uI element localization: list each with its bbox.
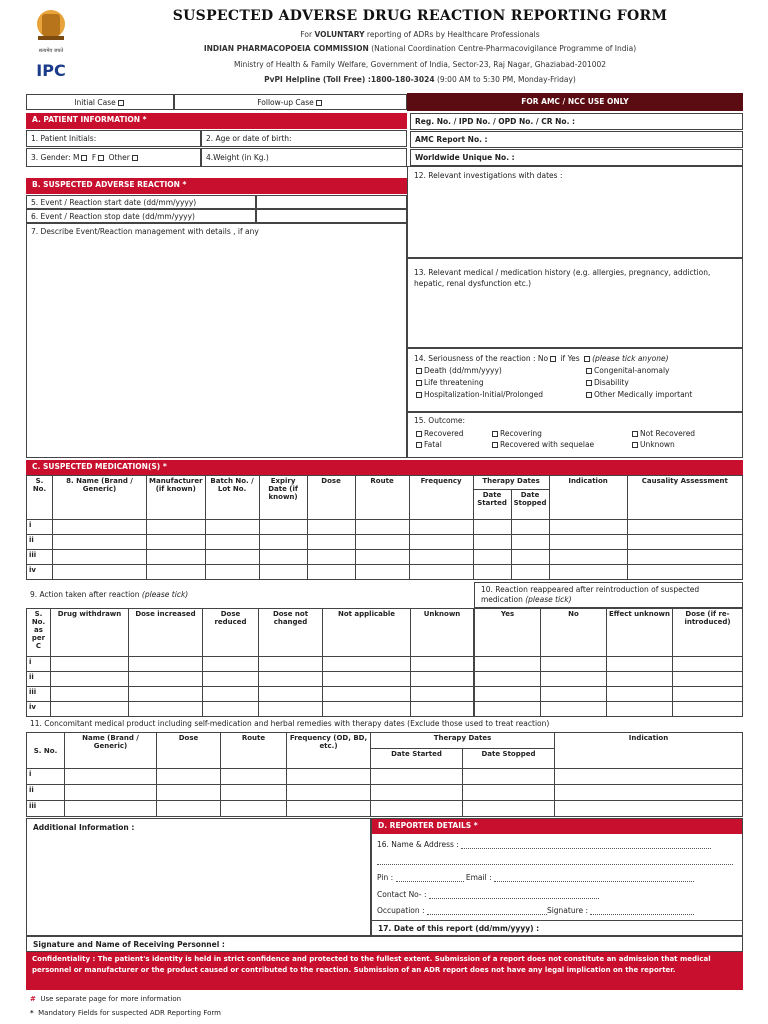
reporter-pin-email[interactable]: Pin : Email : <box>377 873 737 882</box>
age-field[interactable]: 2. Age or date of birth: <box>201 130 407 147</box>
section-a-header: A. PATIENT INFORMATION * <box>26 113 407 129</box>
table-row[interactable]: iii <box>27 801 743 817</box>
amc-reg-field[interactable]: Reg. No. / IPD No. / OPD No. / CR No. : <box>410 113 743 130</box>
action-taken-table: S. No. as per C Drug withdrawn Dose increased Dose reduced Dose not changed Not applicable Unknown i ii iii iv <box>26 608 474 717</box>
logo-caption: सत्यमेव जयते <box>38 48 64 54</box>
table-row[interactable]: i <box>27 769 743 785</box>
disability-checkbox[interactable] <box>586 380 592 386</box>
confidentiality-notice: Confidentiality : The patient's identity is held in strict confidence and protected to the fullest extent. Submission of a report does not constitute an admission that medical personnel or manufacturer or the product caused or contributed to the reaction. Submission of an ADR report does not have any legal implication on the reporter. <box>26 952 743 990</box>
footnote-separate-page: # Use separate page for more information <box>30 995 182 1003</box>
concomitant-table: S. No. Name (Brand / Generic) Dose Route Frequency (OD, BD, etc.) Therapy Dates Indication Date Started Date Stopped i ii iii <box>26 732 743 817</box>
recovered-checkbox[interactable] <box>416 431 422 437</box>
table-row[interactable] <box>475 657 743 672</box>
congenital-checkbox[interactable] <box>586 368 592 374</box>
reaction-stop-date-input[interactable] <box>256 209 407 223</box>
seriousness-field[interactable]: 14. Seriousness of the reaction : No if Yes (please tick anyone) Death (dd/mm/yyyy) Congenital-anomaly Life threatening Disability Hospitalization-Initial/Prolonged Other Medically important <box>407 348 743 412</box>
reaction-start-date-input[interactable] <box>256 195 407 209</box>
gender-field[interactable]: 3. Gender: M F Other <box>26 148 201 167</box>
header-line-4: PvPI Helpline (Toll Free) :1800-180-3024 (9:00 AM to 5:30 PM, Monday-Friday) <box>264 75 576 84</box>
followup-case-checkbox[interactable] <box>316 100 322 106</box>
table-row[interactable]: ii <box>27 535 743 550</box>
gender-m-checkbox[interactable] <box>81 155 87 161</box>
reporter-name-field[interactable]: 16. Name & Address : <box>377 840 737 849</box>
header-line-3: Ministry of Health & Family Welfare, Government of India, Sector-23, Raj Nagar, Ghaziabad-201002 <box>233 60 607 69</box>
initial-case[interactable]: Initial Case <box>26 94 174 110</box>
weight-field[interactable]: 4.Weight (in Kg.) <box>201 148 407 167</box>
additional-information-field[interactable]: Additional Information : <box>26 818 371 936</box>
hospitalization-checkbox[interactable] <box>416 392 422 398</box>
gender-f-checkbox[interactable] <box>98 155 104 161</box>
reappeared-table: Yes No Effect unknown Dose (if re-introduced) <box>474 608 743 717</box>
reaction-start-date-field[interactable]: 5. Event / Reaction start date (dd/mm/yyyy) <box>26 195 256 209</box>
seriousness-yes-checkbox[interactable] <box>584 356 590 362</box>
report-date-field[interactable]: 17. Date of this report (dd/mm/yyyy) : <box>371 920 743 936</box>
other-medical-checkbox[interactable] <box>586 392 592 398</box>
amc-report-field[interactable]: AMC Report No. : <box>410 131 743 148</box>
section-d-header: D. REPORTER DETAILS * <box>372 819 742 834</box>
suspected-medication-table: S. No. 8. Name (Brand / Generic) Manufacturer (if known) Batch No. / Lot No. Expiry Date (if known) Dose Route Frequency Therapy Dates Indication Causality Assessment Date Started Date Stopped i ii iii iv <box>26 475 743 580</box>
followup-case[interactable]: Follow-up Case <box>174 94 407 110</box>
reporter-address-line[interactable] <box>377 856 737 865</box>
reappeared-title: 10. Reaction reappeared after reintroduction of suspected medication (please tick) <box>474 582 743 608</box>
table-row[interactable]: iv <box>27 565 743 580</box>
table-row[interactable]: i <box>27 657 474 672</box>
section-c-header: C. SUSPECTED MEDICATION(S) * <box>26 460 743 475</box>
header-line-1: For VOLUNTARY reporting of ADRs by Healthcare Professionals <box>300 30 540 39</box>
table-row[interactable]: iii <box>27 550 743 565</box>
concomitant-title: 11. Concomitant medical product including self-medication and herbal remedies with therapy dates (Exclude those used to treat reaction) <box>30 719 550 728</box>
svg-text:IPC: IPC <box>36 61 66 80</box>
sequelae-checkbox[interactable] <box>492 442 498 448</box>
table-row[interactable]: i <box>27 520 743 535</box>
life-threatening-checkbox[interactable] <box>416 380 422 386</box>
death-checkbox[interactable] <box>416 368 422 374</box>
table-row[interactable]: iv <box>27 702 474 717</box>
section-b-header: B. SUSPECTED ADVERSE REACTION * <box>26 178 407 194</box>
initial-case-checkbox[interactable] <box>118 100 124 106</box>
table-row[interactable] <box>475 672 743 687</box>
receiving-personnel-field[interactable]: Signature and Name of Receiving Personnel : <box>26 936 743 952</box>
amc-header: FOR AMC / NCC USE ONLY <box>407 93 743 111</box>
fatal-checkbox[interactable] <box>416 442 422 448</box>
outcome-field[interactable]: 15. Outcome: Recovered Recovering Not Recovered Fatal Recovered with sequelae Unknown <box>407 412 743 458</box>
form-title: SUSPECTED ADVERSE DRUG REACTION REPORTING FORM <box>172 8 668 24</box>
unknown-outcome-checkbox[interactable] <box>632 442 638 448</box>
table-row[interactable] <box>475 702 743 717</box>
seriousness-no-checkbox[interactable] <box>550 356 556 362</box>
table-row[interactable] <box>475 687 743 702</box>
reaction-description-field[interactable]: 7. Describe Event/Reaction management with details , if any <box>26 223 407 458</box>
table-row[interactable]: ii <box>27 785 743 801</box>
reaction-stop-date-field[interactable]: 6. Event / Reaction stop date (dd/mm/yyyy) <box>26 209 256 223</box>
reporter-occupation-field[interactable]: Occupation : Signature : <box>377 906 739 915</box>
footnote-mandatory: * Mandatory Fields for suspected ADR Reporting Form <box>30 1009 221 1017</box>
recovering-checkbox[interactable] <box>492 431 498 437</box>
not-recovered-checkbox[interactable] <box>632 431 638 437</box>
action-taken-title: 9. Action taken after reaction (please tick) <box>30 590 189 599</box>
medical-history-field[interactable]: 13. Relevant medical / medication history (e.g. allergies, pregnancy, addiction, hepatic, renal dysfunction etc.) <box>407 258 743 348</box>
table-row[interactable]: ii <box>27 672 474 687</box>
amc-unique-field[interactable]: Worldwide Unique No. : <box>410 149 743 166</box>
patient-initials-field[interactable]: 1. Patient Initials: <box>26 130 201 147</box>
gender-other-checkbox[interactable] <box>132 155 138 161</box>
ipc-logo <box>20 4 82 86</box>
header-line-2: INDIAN PHARMACOPOEIA COMMISSION (National Coordination Centre-Pharmacovigilance Programme of India) <box>203 44 637 53</box>
table-row[interactable]: iii <box>27 687 474 702</box>
investigations-field[interactable]: 12. Relevant investigations with dates : <box>407 166 743 258</box>
reporter-contact-field[interactable]: Contact No- : <box>377 890 737 899</box>
